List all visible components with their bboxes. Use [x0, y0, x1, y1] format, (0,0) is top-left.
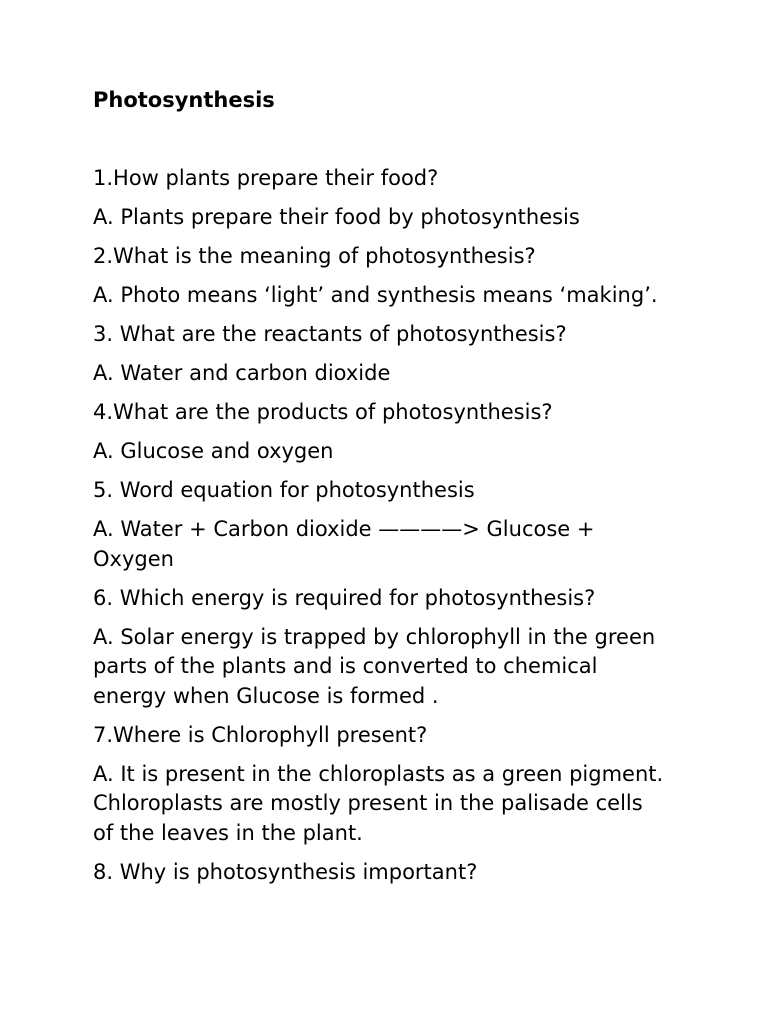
document-body — [93, 164, 668, 887]
question-5: 5. Word equation for photosynthesis — [93, 478, 475, 502]
question-8: 8. Why is photosynthesis important? — [93, 859, 478, 884]
answer-3: A. Water and carbon dioxide — [93, 361, 391, 385]
question-6: 6. Which energy is required for photosynthesis? — [93, 585, 596, 610]
question-1: 1.How plants prepare their food? — [93, 166, 439, 190]
document-title: Photosynthesis — [93, 88, 275, 112]
document-page — [93, 86, 668, 897]
answer-1: A. Plants prepare their food by photosynthesis — [93, 205, 580, 229]
question-4: 4.What are the products of photosynthesis? — [93, 400, 553, 424]
question-2: 2.What is the meaning of photosynthesis? — [93, 244, 536, 268]
answer-6: A. Solar energy is trapped by chlorophyll in the green parts of the plants and is converted to chemical energy when Glucose is formed . — [93, 624, 656, 708]
question-3: 3. What are the reactants of photosynthesis? — [93, 322, 567, 346]
question-7: 7.Where is Chlorophyll present? — [93, 722, 428, 747]
answer-4: A. Glucose and oxygen — [93, 439, 334, 463]
answer-5: A. Water + Carbon dioxide ————> Glucose + Oxygen — [93, 517, 595, 571]
answer-7: A. It is present in the chloroplasts as a green pigment. Chloroplasts are mostly present in the palisade cells of the leaves in the plant. — [93, 761, 664, 845]
answer-2: A. Photo means ‘light’ and synthesis means ‘making’. — [93, 283, 658, 307]
